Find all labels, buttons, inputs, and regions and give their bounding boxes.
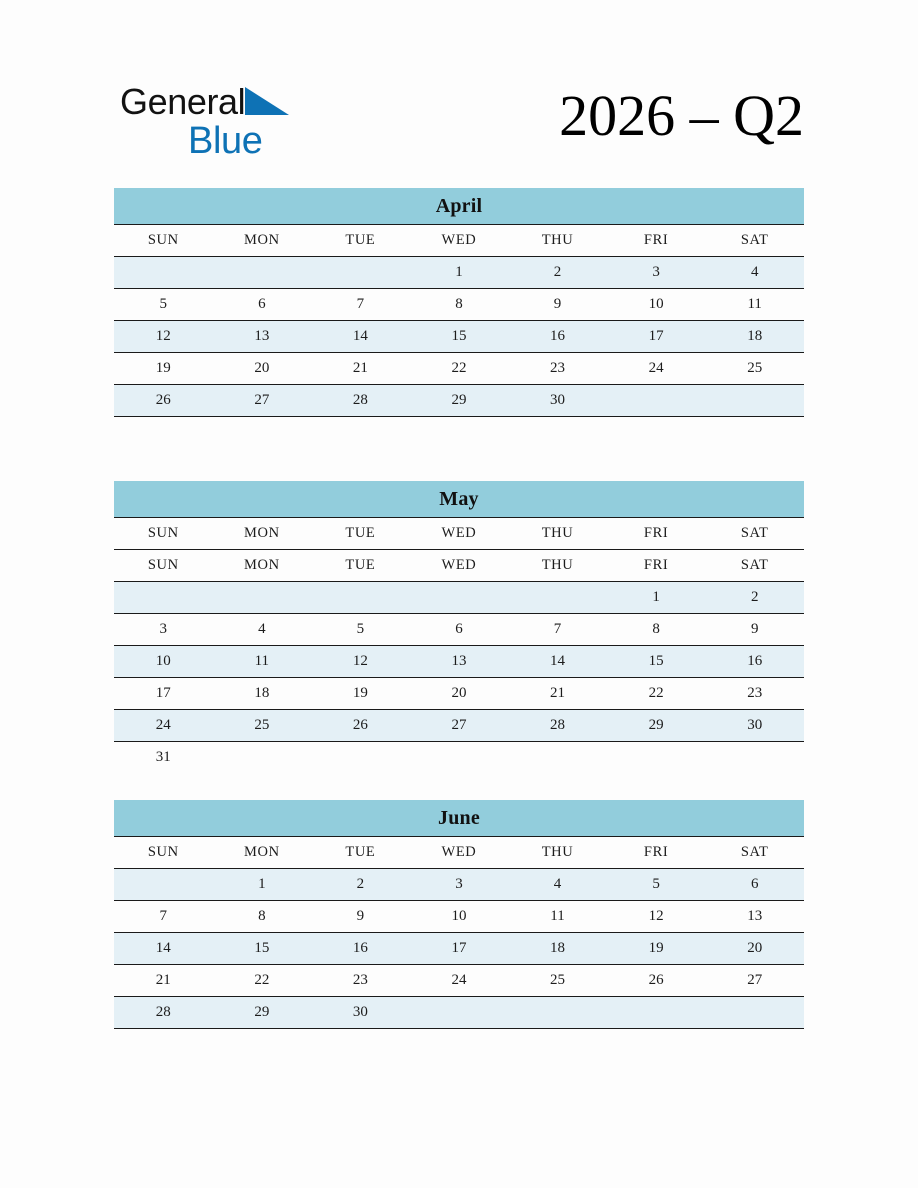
weekday-label-mon: MON (213, 225, 312, 257)
week-row (114, 933, 804, 965)
day-cell-empty (705, 997, 804, 1029)
day-cell[interactable]: 26 (607, 965, 706, 997)
day-cell[interactable]: 18 (508, 933, 607, 965)
weekday-label-mon: MON (213, 518, 312, 550)
day-cell[interactable]: 19 (311, 678, 410, 710)
day-cell[interactable]: 13 (705, 901, 804, 933)
weekday-label-fri: FRI (607, 550, 706, 582)
weekday-label-sat: SAT (705, 837, 804, 869)
day-cell[interactable]: 6 (213, 289, 312, 321)
weekday-label-thu: THU (508, 550, 607, 582)
day-cell[interactable]: 7 (508, 614, 607, 646)
day-cell-empty (114, 869, 213, 901)
day-cell[interactable]: 22 (607, 678, 706, 710)
day-cell-empty (213, 742, 312, 774)
day-cell[interactable]: 29 (410, 385, 509, 417)
day-cell-empty (607, 385, 706, 417)
day-cell[interactable]: 19 (114, 353, 213, 385)
weekday-label-fri: FRI (607, 518, 706, 550)
month-block-june (114, 800, 804, 1029)
day-cell[interactable]: 27 (410, 710, 509, 742)
weekday-header-row (114, 518, 804, 550)
day-cell[interactable]: 2 (508, 257, 607, 289)
day-cell[interactable]: 8 (607, 614, 706, 646)
month-grid (114, 836, 804, 1029)
day-cell-empty (311, 742, 410, 774)
day-cell[interactable]: 28 (311, 385, 410, 417)
day-cell[interactable]: 11 (705, 289, 804, 321)
week-row (114, 997, 804, 1029)
weekday-label-sat: SAT (705, 225, 804, 257)
weekday-label-wed: WED (410, 518, 509, 550)
day-cell[interactable]: 1 (213, 869, 312, 901)
month-title: April (114, 188, 804, 224)
day-cell[interactable]: 31 (114, 742, 213, 774)
day-cell-empty (410, 997, 509, 1029)
day-cell[interactable]: 30 (705, 710, 804, 742)
day-cell[interactable]: 26 (311, 710, 410, 742)
weekday-label-tue: TUE (311, 225, 410, 257)
weekday-label-mon: MON (213, 837, 312, 869)
day-cell[interactable]: 24 (114, 710, 213, 742)
logo-word-blue: Blue (188, 120, 263, 162)
day-cell[interactable]: 6 (705, 869, 804, 901)
day-cell-empty (114, 257, 213, 289)
day-cell[interactable]: 16 (311, 933, 410, 965)
day-cell[interactable]: 21 (311, 353, 410, 385)
week-row (114, 614, 804, 646)
day-cell-empty (508, 582, 607, 614)
day-cell-empty (311, 582, 410, 614)
day-cell-empty (607, 742, 706, 774)
day-cell[interactable]: 24 (607, 353, 706, 385)
week-row (114, 965, 804, 997)
day-cell[interactable]: 25 (508, 965, 607, 997)
week-row (114, 289, 804, 321)
month-block-may (114, 481, 804, 773)
day-cell-empty (213, 582, 312, 614)
weekday-header-row (114, 225, 804, 257)
day-cell[interactable]: 1 (607, 582, 706, 614)
day-cell[interactable]: 16 (705, 646, 804, 678)
day-cell[interactable]: 21 (508, 678, 607, 710)
day-cell[interactable]: 30 (508, 385, 607, 417)
day-cell[interactable]: 24 (410, 965, 509, 997)
day-cell[interactable]: 28 (508, 710, 607, 742)
day-cell-empty (508, 997, 607, 1029)
weekday-label-tue: TUE (311, 518, 410, 550)
day-cell[interactable]: 3 (114, 614, 213, 646)
day-cell[interactable]: 4 (213, 614, 312, 646)
day-cell[interactable]: 12 (607, 901, 706, 933)
day-cell[interactable]: 22 (410, 353, 509, 385)
weekday-label-wed: WED (410, 837, 509, 869)
day-cell[interactable]: 17 (410, 933, 509, 965)
weekday-label-thu: THU (508, 518, 607, 550)
weekday-label-wed: WED (410, 550, 509, 582)
day-cell[interactable]: 11 (508, 901, 607, 933)
weekday-label-sun: SUN (114, 225, 213, 257)
day-cell[interactable]: 4 (508, 869, 607, 901)
day-cell[interactable]: 20 (410, 678, 509, 710)
day-cell[interactable]: 30 (311, 997, 410, 1029)
day-cell[interactable]: 13 (213, 321, 312, 353)
week-row (114, 353, 804, 385)
day-cell-empty (705, 742, 804, 774)
month-block-april (114, 188, 804, 417)
day-cell[interactable]: 11 (213, 646, 312, 678)
day-cell[interactable]: 25 (213, 710, 312, 742)
month-grid (114, 224, 804, 417)
weekday-label-thu: THU (508, 837, 607, 869)
logo-triangle-icon (243, 87, 291, 124)
page-header (114, 72, 804, 168)
day-cell[interactable]: 9 (705, 614, 804, 646)
day-cell[interactable]: 4 (705, 257, 804, 289)
day-cell[interactable]: 5 (114, 289, 213, 321)
day-cell[interactable]: 18 (705, 321, 804, 353)
day-cell[interactable]: 1 (410, 257, 509, 289)
day-cell[interactable]: 6 (410, 614, 509, 646)
day-cell[interactable]: 12 (114, 321, 213, 353)
month-title: May (114, 481, 804, 517)
day-cell[interactable]: 14 (311, 321, 410, 353)
month-grid (114, 517, 804, 773)
day-cell[interactable]: 15 (410, 321, 509, 353)
week-row (114, 901, 804, 933)
weekday-label-wed: WED (410, 225, 509, 257)
day-cell[interactable]: 8 (213, 901, 312, 933)
day-cell[interactable]: 14 (508, 646, 607, 678)
day-cell[interactable]: 23 (311, 965, 410, 997)
day-cell[interactable]: 7 (114, 901, 213, 933)
day-cell-empty (508, 742, 607, 774)
day-cell[interactable]: 25 (705, 353, 804, 385)
weekday-label-sun: SUN (114, 518, 213, 550)
day-cell[interactable]: 3 (410, 869, 509, 901)
day-cell-empty (213, 257, 312, 289)
logo-word-general: General (120, 81, 246, 122)
day-cell[interactable]: 16 (508, 321, 607, 353)
day-cell[interactable]: 8 (410, 289, 509, 321)
day-cell[interactable]: 5 (607, 869, 706, 901)
day-cell[interactable]: 27 (213, 385, 312, 417)
weekday-header-row (114, 837, 804, 869)
week-row (114, 678, 804, 710)
day-cell[interactable]: 5 (311, 614, 410, 646)
day-cell[interactable]: 14 (114, 933, 213, 965)
weekday-label-tue: TUE (311, 550, 410, 582)
day-cell[interactable]: 29 (607, 710, 706, 742)
day-cell[interactable]: 20 (705, 933, 804, 965)
day-cell[interactable]: 3 (607, 257, 706, 289)
day-cell[interactable]: 23 (508, 353, 607, 385)
day-cell[interactable]: 9 (508, 289, 607, 321)
day-cell[interactable]: 21 (114, 965, 213, 997)
week-row (114, 321, 804, 353)
day-cell[interactable]: 28 (114, 997, 213, 1029)
day-cell-empty (114, 582, 213, 614)
day-cell-empty (607, 997, 706, 1029)
day-cell[interactable]: 13 (410, 646, 509, 678)
generalblue-logo (120, 80, 400, 166)
day-cell-empty (311, 257, 410, 289)
day-cell[interactable]: 10 (607, 289, 706, 321)
day-cell[interactable]: 23 (705, 678, 804, 710)
day-cell[interactable]: 29 (213, 997, 312, 1029)
day-cell[interactable]: 12 (311, 646, 410, 678)
week-row (114, 646, 804, 678)
day-cell[interactable]: 20 (213, 353, 312, 385)
month-title: June (114, 800, 804, 836)
weekday-header-row (114, 550, 804, 582)
weekday-label-sat: SAT (705, 550, 804, 582)
weekday-label-fri: FRI (607, 225, 706, 257)
day-cell[interactable]: 17 (114, 678, 213, 710)
logo-bottom-row (120, 120, 400, 162)
day-cell[interactable]: 7 (311, 289, 410, 321)
week-row (114, 257, 804, 289)
day-cell-empty (705, 385, 804, 417)
day-cell-empty (410, 582, 509, 614)
day-cell[interactable]: 19 (607, 933, 706, 965)
week-row (114, 582, 804, 614)
day-cell[interactable]: 17 (607, 321, 706, 353)
day-cell[interactable]: 22 (213, 965, 312, 997)
weekday-label-sun: SUN (114, 837, 213, 869)
day-cell[interactable]: 26 (114, 385, 213, 417)
weekday-label-sat: SAT (705, 518, 804, 550)
weekday-label-mon: MON (213, 550, 312, 582)
week-row (114, 385, 804, 417)
week-row (114, 710, 804, 742)
day-cell-empty (410, 742, 509, 774)
day-cell[interactable]: 27 (705, 965, 804, 997)
day-cell[interactable]: 2 (311, 869, 410, 901)
weekday-label-sun: SUN (114, 550, 213, 582)
day-cell[interactable]: 10 (114, 646, 213, 678)
weekday-label-tue: TUE (311, 837, 410, 869)
logo-top-row (120, 80, 400, 124)
week-row (114, 869, 804, 901)
week-row (114, 742, 804, 774)
page-title: 2026 – Q2 (559, 83, 804, 148)
day-cell[interactable]: 2 (705, 582, 804, 614)
day-cell[interactable]: 15 (607, 646, 706, 678)
weekday-label-fri: FRI (607, 837, 706, 869)
day-cell[interactable]: 15 (213, 933, 312, 965)
weekday-label-thu: THU (508, 225, 607, 257)
day-cell[interactable]: 9 (311, 901, 410, 933)
day-cell[interactable]: 10 (410, 901, 509, 933)
day-cell[interactable]: 18 (213, 678, 312, 710)
